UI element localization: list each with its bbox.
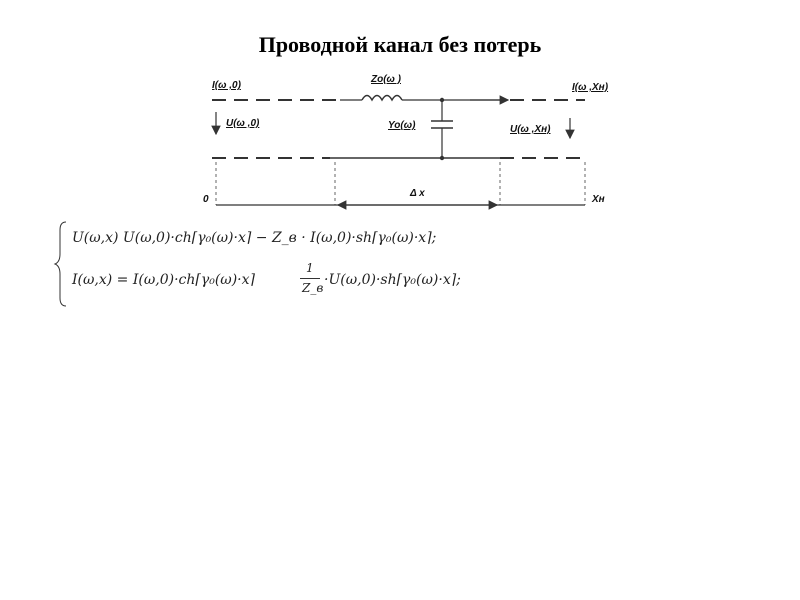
label-xn: Xн [592,194,605,205]
label-zero: 0 [203,194,209,205]
label-y0: Yo(ω) [388,120,416,131]
equation-line-2-right: ·U(ω,0)·sh⌈γ₀(ω)·x⌉; [324,272,461,288]
fraction-bar [300,278,320,279]
label-i-start: I(ω ,0) [212,80,241,91]
label-i-end: I(ω ,Xн) [572,82,609,93]
inductor [362,96,402,101]
equation-line-2-left: I(ω,x) = I(ω,0)·ch⌈γ₀(ω)·x⌉ [72,272,255,288]
equation-line-1: U(ω,x) U(ω,0)·ch⌈γ₀(ω)·x⌉ − Z_в · I(ω,0)·sh⌈γ₀(ω)·x⌉; [72,230,437,246]
equation-brace [55,222,66,306]
label-u-end: U(ω ,Xн) [510,124,551,135]
fraction-denominator: Z_в [302,281,324,295]
page-title: Проводной канал без потерь [258,32,542,57]
label-u-start: U(ω ,0) [226,118,260,129]
label-delta-x: Δ x [410,188,425,199]
label-z0: Zo(ω ) [371,74,401,85]
fraction-numerator: 1 [306,261,314,275]
